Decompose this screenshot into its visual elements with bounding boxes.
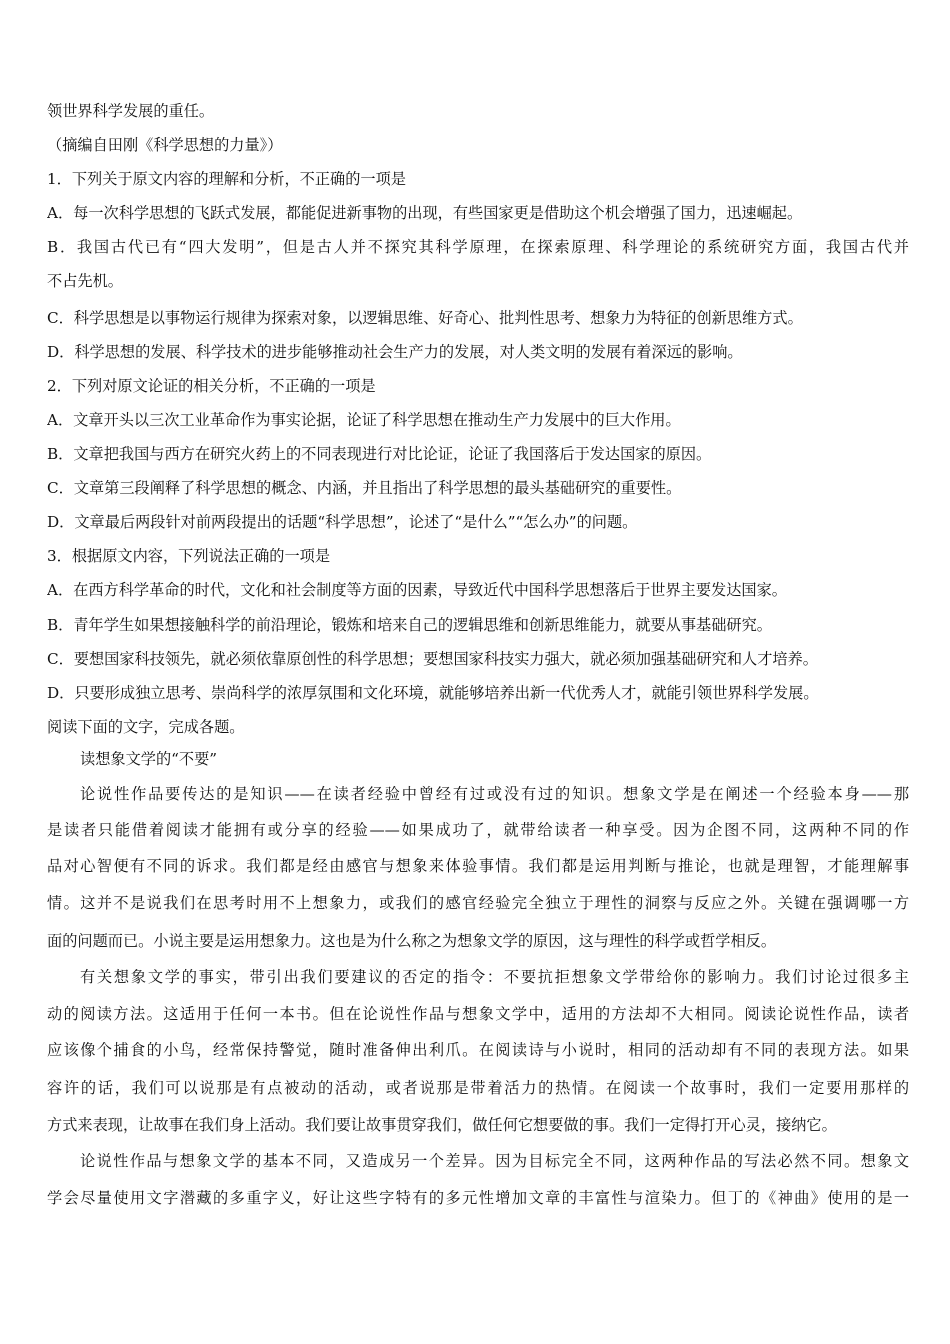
- question-2-option-a: A．文章开头以三次工业革命作为事实论据，论证了科学思想在推动生产力发展中的巨大作用。: [47, 411, 681, 429]
- paragraph-3-line: 学会尽量使用文字潜藏的多重字义，好让这些字特有的多元性增加文章的丰富性与渲染力。但丁的《神曲》使用的是一: [47, 1189, 909, 1207]
- question-2-option-c: C．文章第三段阐释了科学思想的概念、内涵，并且指出了科学思想的最头基础研究的重要性。: [47, 479, 682, 497]
- question-1-option-c: C．科学思想是以事物运行规律为探索对象，以逻辑思维、好奇心、批判性思考、想象力为特征的创新思维方式。: [47, 309, 803, 327]
- paragraph-1-line: 是读者只能借着阅读才能拥有或分享的经验——如果成功了，就带给读者一种享受。因为企图不同，这两种不同的作: [47, 821, 909, 839]
- paragraph-3-line: 论说性作品与想象文学的基本不同，又造成另一个差异。因为目标完全不同，这两种作品的写法必然不同。想象文: [80, 1152, 909, 1170]
- paragraph-2-line: 方式来表现，让故事在我们身上活动。我们要让故事贯穿我们，做任何它想要做的事。我们一定得打开心灵，接纳它。: [47, 1116, 837, 1134]
- paragraph-1-line: 情。这并不是说我们在思考时用不上想象力，或我们的感官经验完全独立于理性的洞察与反应之外。关键在强调哪一方: [47, 894, 909, 912]
- question-3-stem: 3．根据原文内容，下列说法正确的一项是: [47, 547, 331, 565]
- paragraph-2-line: 有关想象文学的事实，带引出我们要建议的否定的指令：不要抗拒想象文学带给你的影响力。我们讨论过很多主: [80, 968, 909, 986]
- text-line: 领世界科学发展的重任。: [47, 102, 215, 120]
- article-title: 读想象文学的“不要”: [80, 750, 218, 768]
- question-2-option-b: B．文章把我国与西方在研究火药上的不同表现进行对比论证，论证了我国落后于发达国家的原因。: [47, 445, 712, 463]
- question-1-option-b: B．我国古代已有“四大发明”，但是古人并不探究其科学原理，在探索原理、科学理论的系统研究方面，我国古代并: [47, 238, 909, 256]
- question-2-option-d: D．文章最后两段针对前两段提出的话题“科学思想”，论述了“是什么”“怎么办”的问题。: [47, 513, 638, 531]
- paragraph-2-line: 容许的话，我们可以说那是有点被动的活动，或者说那是带着活力的热情。在阅读一个故事时，我们一定要用那样的: [47, 1079, 909, 1097]
- question-1-option-d: D．科学思想的发展、科学技术的进步能够推动社会生产力的发展，对人类文明的发展有着深远的影响。: [47, 343, 743, 361]
- paragraph-2-line: 应该像个捕食的小鸟，经常保持警觉，随时准备伸出利爪。在阅读诗与小说时，相同的活动却有不同的表现方法。如果: [47, 1041, 909, 1059]
- question-3-option-b: B．青年学生如果想接触科学的前沿理论，锻炼和培来自己的逻辑思维和创新思维能力，就要从事基础研究。: [47, 616, 772, 634]
- question-2-stem: 2．下列对原文论证的相关分析，不正确的一项是: [47, 377, 376, 395]
- paragraph-1-line: 品对心智便有不同的诉求。我们都是经由感官与想象来体验事情。我们都是运用判断与推论，也就是理智，才能理解事: [47, 857, 909, 875]
- paragraph-2-line: 动的阅读方法。这适用于任何一本书。但在论说性作品与想象文学中，适用的方法却不大相同。阅读论说性作品，读者: [47, 1005, 909, 1023]
- question-1-option-a: A．每一次科学思想的飞跃式发展，都能促进新事物的出现，有些国家更是借助这个机会增强了国力，迅速崛起。: [47, 204, 803, 222]
- question-3-option-a: A．在西方科学革命的时代，文化和社会制度等方面的因素，导致近代中国科学思想落后于世界主要发达国家。: [47, 581, 787, 599]
- question-1-option-b-cont: 不占先机。: [47, 272, 123, 290]
- paragraph-1-line: 面的问题而已。小说主要是运用想象力。这也是为什么称之为想象文学的原因，这与理性的科学或哲学相反。: [47, 932, 776, 950]
- question-3-option-d: D．只要形成独立思考、崇尚科学的浓厚氛围和文化环境，就能够培养出新一代优秀人才，就能引领世界科学发展。: [47, 684, 819, 702]
- reading-instruction: 阅读下面的文字，完成各题。: [47, 718, 245, 736]
- paragraph-1-line: 论说性作品要传达的是知识——在读者经验中曾经有过或没有过的知识。想象文学是在阐述一个经验本身——那: [80, 785, 909, 803]
- source-citation: （摘编自田刚《科学思想的力量》）: [47, 136, 283, 154]
- question-3-option-c: C．要想国家科技领先，就必须依靠原创性的科学思想；要想国家科技实力强大，就必须加强基础研究和人才培养。: [47, 650, 818, 668]
- question-1-stem: 1．下列关于原文内容的理解和分析，不正确的一项是: [47, 170, 406, 188]
